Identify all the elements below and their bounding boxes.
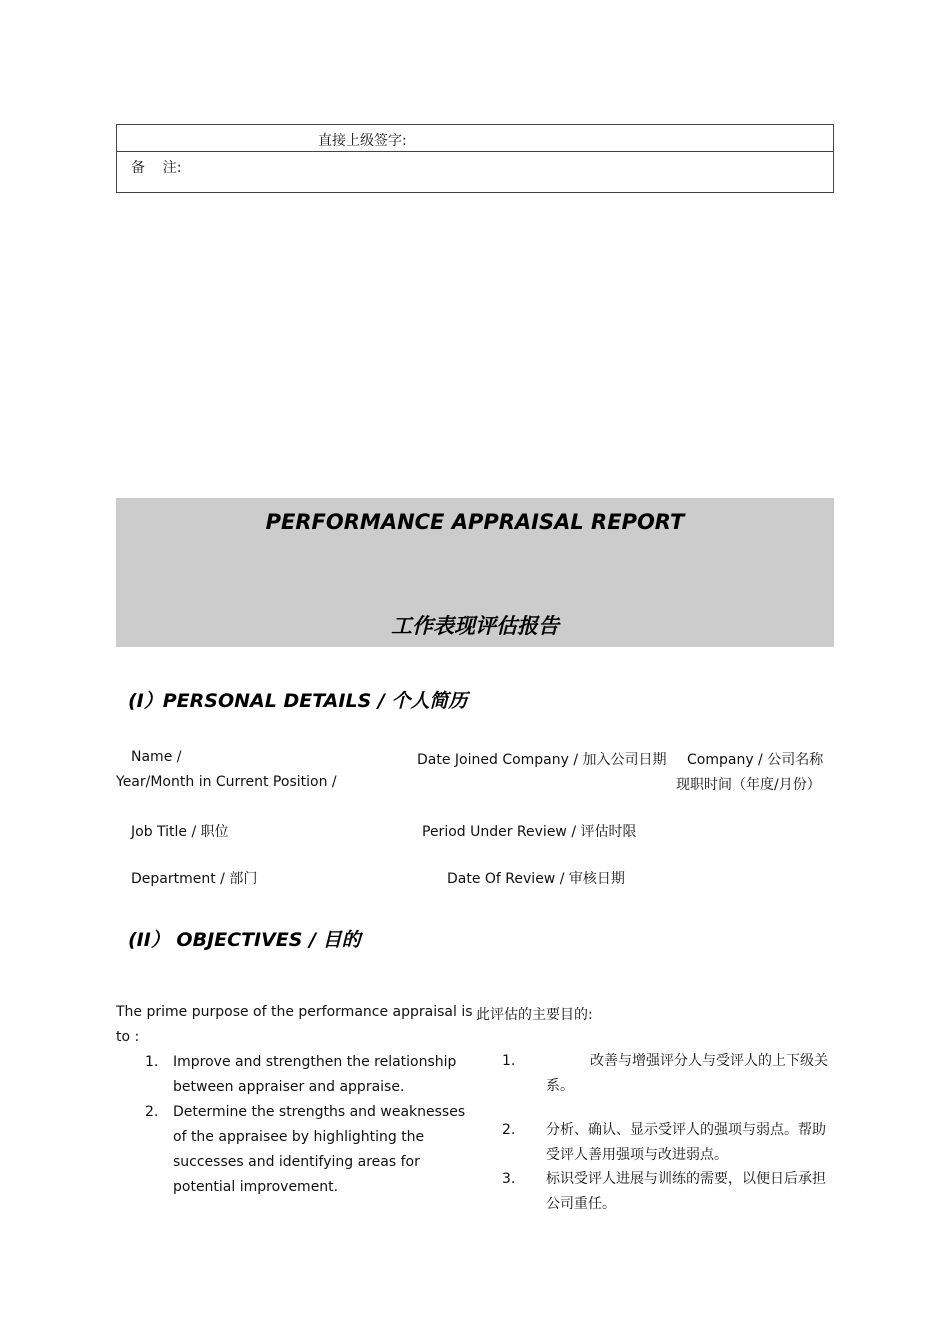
cn-item-1-number: 1.	[502, 1053, 516, 1069]
objectives-heading: (II） OBJECTIVES / 目的	[128, 929, 361, 951]
en-item-2-text: Determine the strengths and weaknesses of the appraisee by highlighting the successes and identifying areas for potential improvement.	[173, 1104, 466, 1195]
date-joined-label: Date Joined Company / 加入公司日期	[417, 752, 667, 768]
period-label: Period Under Review / 评估时限	[422, 824, 637, 840]
current-position-time-label: 现职时间（年度/月份）	[676, 777, 821, 793]
department-label: Department / 部门	[131, 871, 258, 887]
name-label: Name /	[131, 749, 182, 765]
company-label: Company / 公司名称	[687, 752, 824, 768]
report-title-cn: 工作表现评估报告	[391, 614, 559, 638]
job-title-label: Job Title / 职位	[131, 824, 229, 840]
objectives-intro-en: The prime purpose of the performance appraisal is to :	[116, 1004, 473, 1045]
en-item-1-text: Improve and strengthen the relationship between appraiser and appraise.	[173, 1054, 457, 1095]
en-item-1-number: 1.	[145, 1054, 159, 1070]
personal-details-heading: (I）PERSONAL DETAILS / 个人简历	[128, 690, 468, 712]
remarks-label: 备 注:	[131, 160, 182, 176]
remarks-row	[117, 152, 833, 192]
signature-row	[117, 125, 833, 152]
cn-item-3-text: 标识受评人进展与训练的需要，以便日后承担公司重任。	[546, 1171, 826, 1212]
signature-table	[116, 124, 834, 193]
supervisor-signature-label: 直接上级签字:	[318, 133, 407, 149]
report-title-en: PERFORMANCE APPRAISAL REPORT	[265, 510, 685, 534]
year-month-label: Year/Month in Current Position /	[116, 774, 337, 790]
cn-item-2-text: 分析、确认、显示受评人的强项与弱点。帮助受评人善用强项与改进弱点。	[546, 1122, 826, 1163]
date-review-label: Date Of Review / 审核日期	[447, 871, 625, 887]
en-item-2-number: 2.	[145, 1104, 159, 1120]
cn-item-2-number: 2.	[502, 1122, 516, 1138]
report-title-banner	[116, 498, 834, 647]
cn-item-3-number: 3.	[502, 1171, 516, 1187]
objectives-intro-cn: 此评估的主要目的:	[476, 1007, 593, 1023]
cn-item-1-text: 改善与增强评分人与受评人的上下级关系。	[546, 1053, 828, 1094]
